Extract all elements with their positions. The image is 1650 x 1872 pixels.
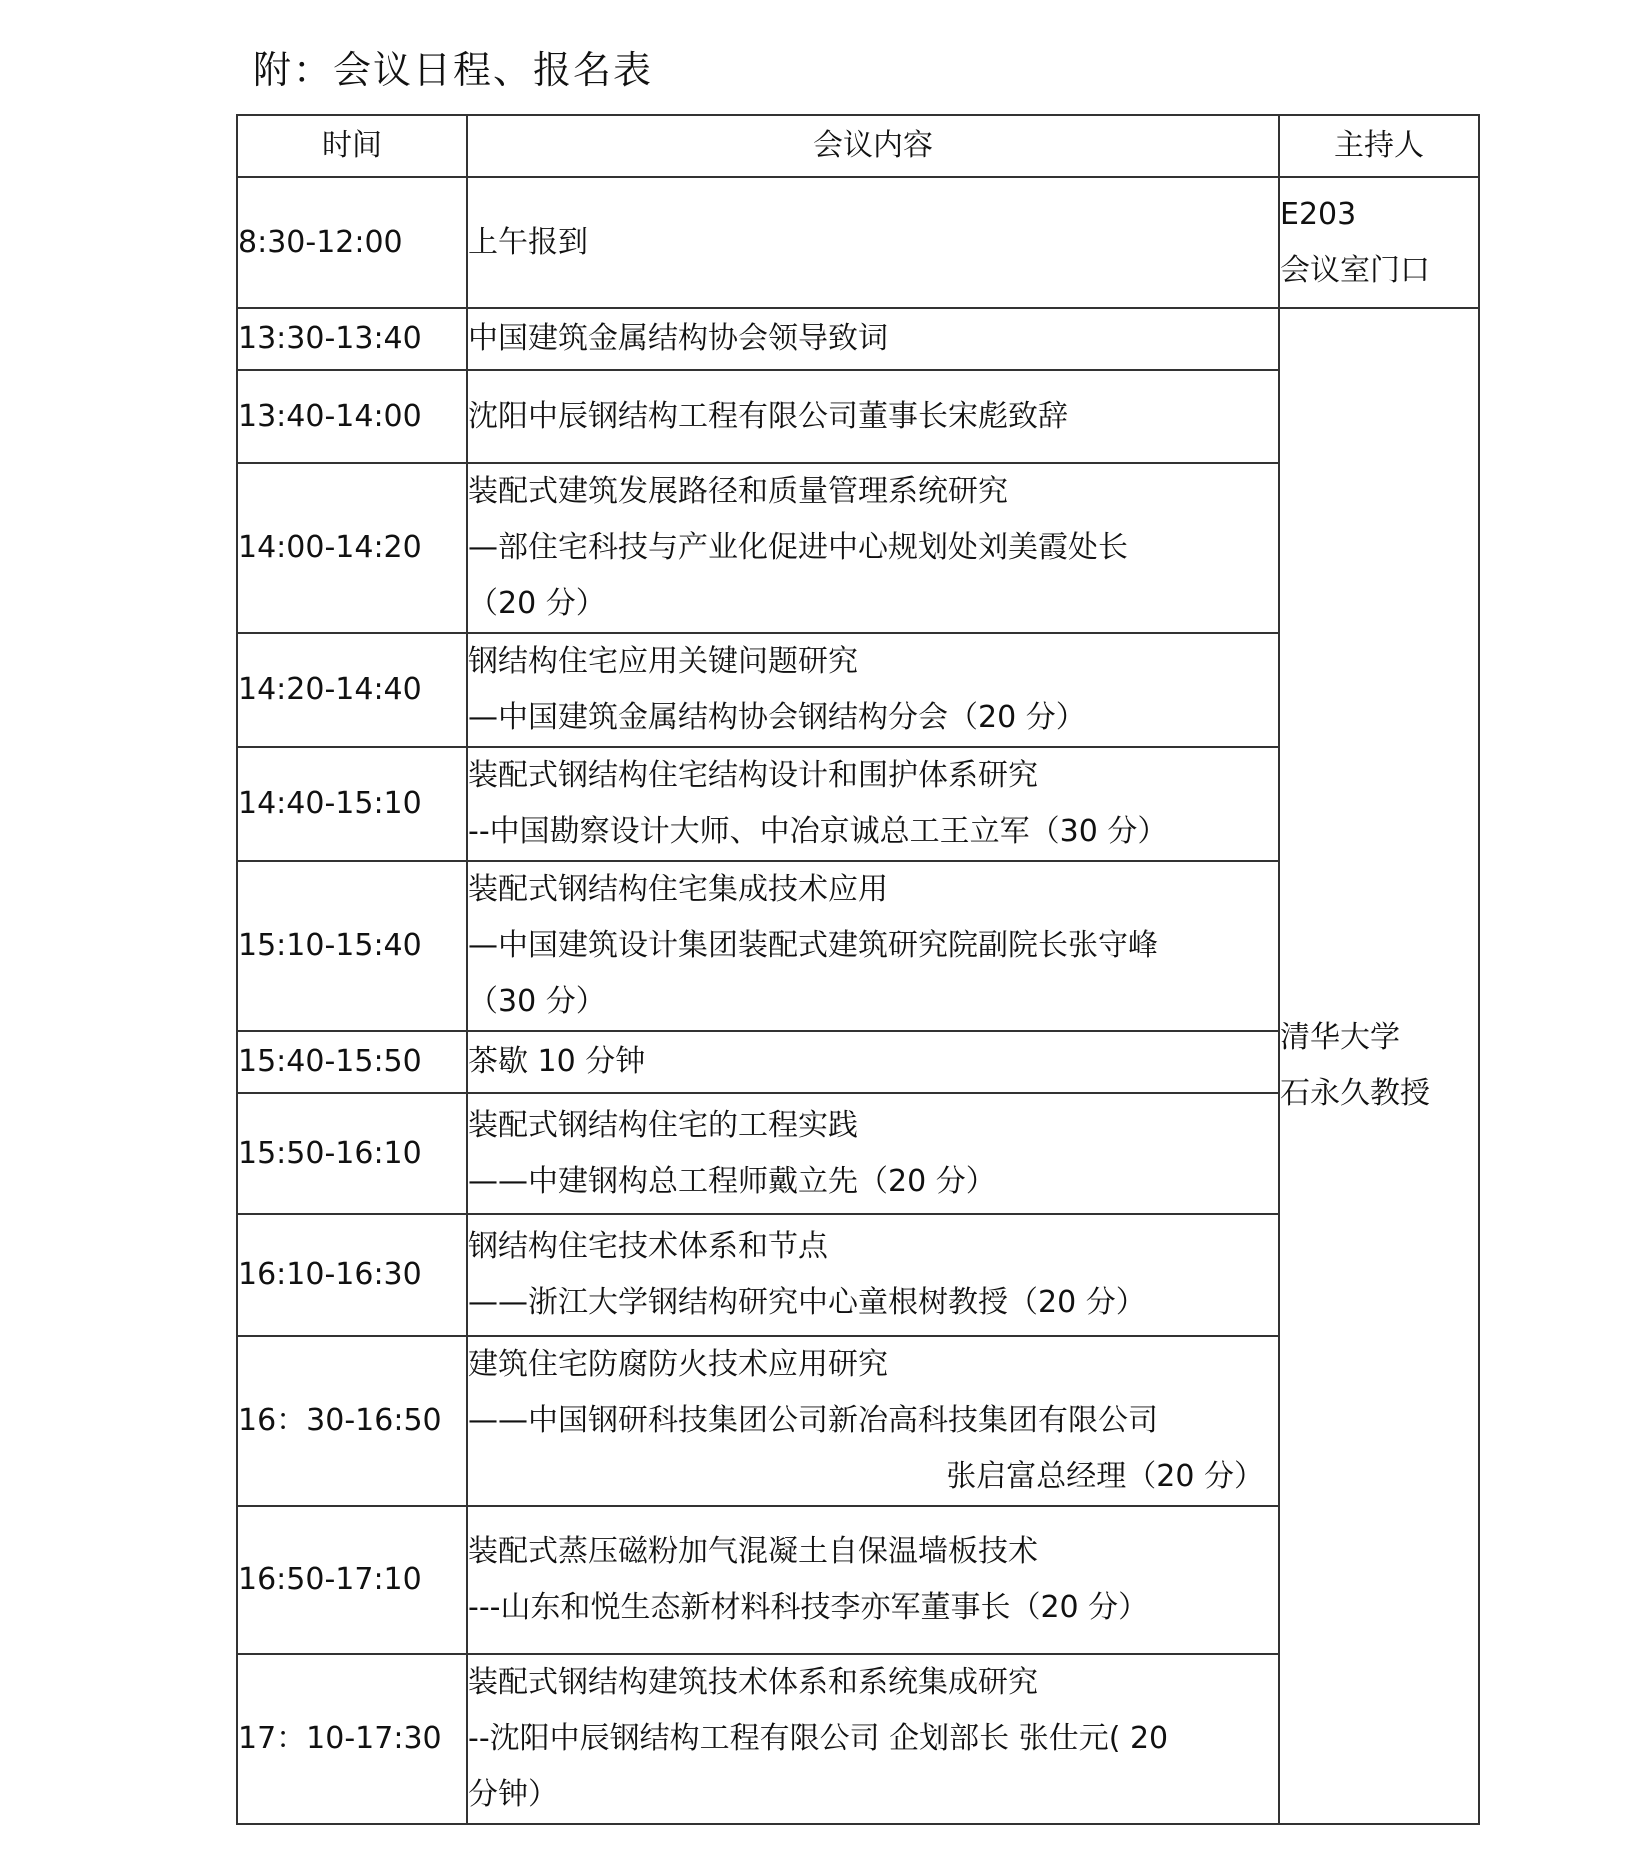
- content-cell: [467, 370, 1279, 463]
- content-cell: [467, 1654, 1279, 1824]
- time-cell: 15:10-15:40: [237, 861, 467, 1031]
- content-line: 装配式钢结构住宅的工程实践: [468, 1107, 858, 1143]
- table-header-row: [237, 115, 1479, 177]
- host-line: 会议室门口: [1280, 252, 1430, 288]
- content-cell: [467, 747, 1279, 861]
- time-cell: 15:40-15:50: [237, 1031, 467, 1093]
- content-line: 装配式建筑发展路径和质量管理系统研究: [468, 474, 1008, 509]
- content-line: 装配式钢结构住宅集成技术应用: [468, 872, 888, 907]
- time-cell: 14:00-14:20: [237, 463, 467, 633]
- column-header-time: 时间: [237, 115, 467, 177]
- content-line: 装配式钢结构住宅结构设计和围护体系研究: [468, 758, 1038, 793]
- content-cell: [467, 633, 1279, 747]
- table-row: [237, 177, 1479, 308]
- time-cell: 16：30-16:50: [237, 1336, 467, 1506]
- content-cell: [467, 1506, 1279, 1654]
- content-line: —中国建筑设计集团装配式建筑研究院副院长张守峰: [468, 928, 1158, 963]
- content-line: 上午报到: [468, 224, 588, 260]
- content-line: 钢结构住宅应用关键问题研究: [468, 644, 858, 679]
- content-line: ——中建钢构总工程师戴立先（20 分）: [468, 1163, 996, 1199]
- content-cell: [467, 1031, 1279, 1093]
- host-line: 清华大学: [1280, 1020, 1400, 1055]
- time-cell: 14:40-15:10: [237, 747, 467, 861]
- content-line: ——中国钢研科技集团公司新冶高科技集团有限公司: [468, 1403, 1158, 1438]
- schedule-table: [236, 114, 1480, 1825]
- content-line: 分钟）: [468, 1777, 558, 1812]
- content-line: （20 分）: [468, 586, 606, 621]
- time-cell: 14:20-14:40: [237, 633, 467, 747]
- content-line: （30 分）: [468, 984, 606, 1019]
- content-cell: [467, 1214, 1279, 1336]
- content-line: --中国勘察设计大师、中冶京诚总工王立军（30 分）: [468, 814, 1168, 849]
- time-cell: 13:30-13:40: [237, 308, 467, 370]
- host-cell: [1279, 308, 1479, 1824]
- content-line: 沈阳中辰钢结构工程有限公司董事长宋彪致辞: [468, 398, 1068, 434]
- content-line: 钢结构住宅技术体系和节点: [468, 1229, 828, 1264]
- content-line: ---山东和悦生态新材料科技李亦军董事长（20 分）: [468, 1590, 1149, 1625]
- content-line: —中国建筑金属结构协会钢结构分会（20 分）: [468, 700, 1086, 735]
- time-cell: 16:50-17:10: [237, 1506, 467, 1654]
- content-line: 建筑住宅防腐防火技术应用研究: [468, 1347, 888, 1382]
- content-cell: [467, 463, 1279, 633]
- time-cell: 17：10-17:30: [237, 1654, 467, 1824]
- content-line: --沈阳中辰钢结构工程有限公司 企划部长 张仕元( 20: [468, 1721, 1169, 1756]
- content-cell: [467, 861, 1279, 1031]
- content-line: 中国建筑金属结构协会领导致词: [468, 321, 888, 356]
- time-cell: 16:10-16:30: [237, 1214, 467, 1336]
- content-line: —部住宅科技与产业化促进中心规划处刘美霞处长: [468, 530, 1128, 565]
- page-heading: 附：会议日程、报名表: [253, 48, 654, 92]
- content-cell: [467, 308, 1279, 370]
- time-cell: 13:40-14:00: [237, 370, 467, 463]
- content-cell: [467, 1093, 1279, 1214]
- content-line: 张启富总经理（20 分）: [946, 1459, 1264, 1494]
- time-cell: 8:30-12:00: [237, 177, 467, 308]
- host-line: 石永久教授: [1280, 1076, 1430, 1111]
- table-row: [237, 308, 1479, 370]
- content-line: 装配式钢结构建筑技术体系和系统集成研究: [468, 1665, 1038, 1700]
- content-line: ——浙江大学钢结构研究中心童根树教授（20 分）: [468, 1285, 1146, 1320]
- column-header-host: 主持人: [1279, 115, 1479, 177]
- content-cell: [467, 1336, 1279, 1506]
- host-line: E203: [1280, 196, 1357, 232]
- content-line: 装配式蒸压磁粉加气混凝土自保温墙板技术: [468, 1534, 1038, 1569]
- content-line: 茶歇 10 分钟: [468, 1044, 646, 1079]
- column-header-content: 会议内容: [467, 115, 1279, 177]
- time-cell: 15:50-16:10: [237, 1093, 467, 1214]
- content-cell: [467, 177, 1279, 308]
- host-cell: [1279, 177, 1479, 308]
